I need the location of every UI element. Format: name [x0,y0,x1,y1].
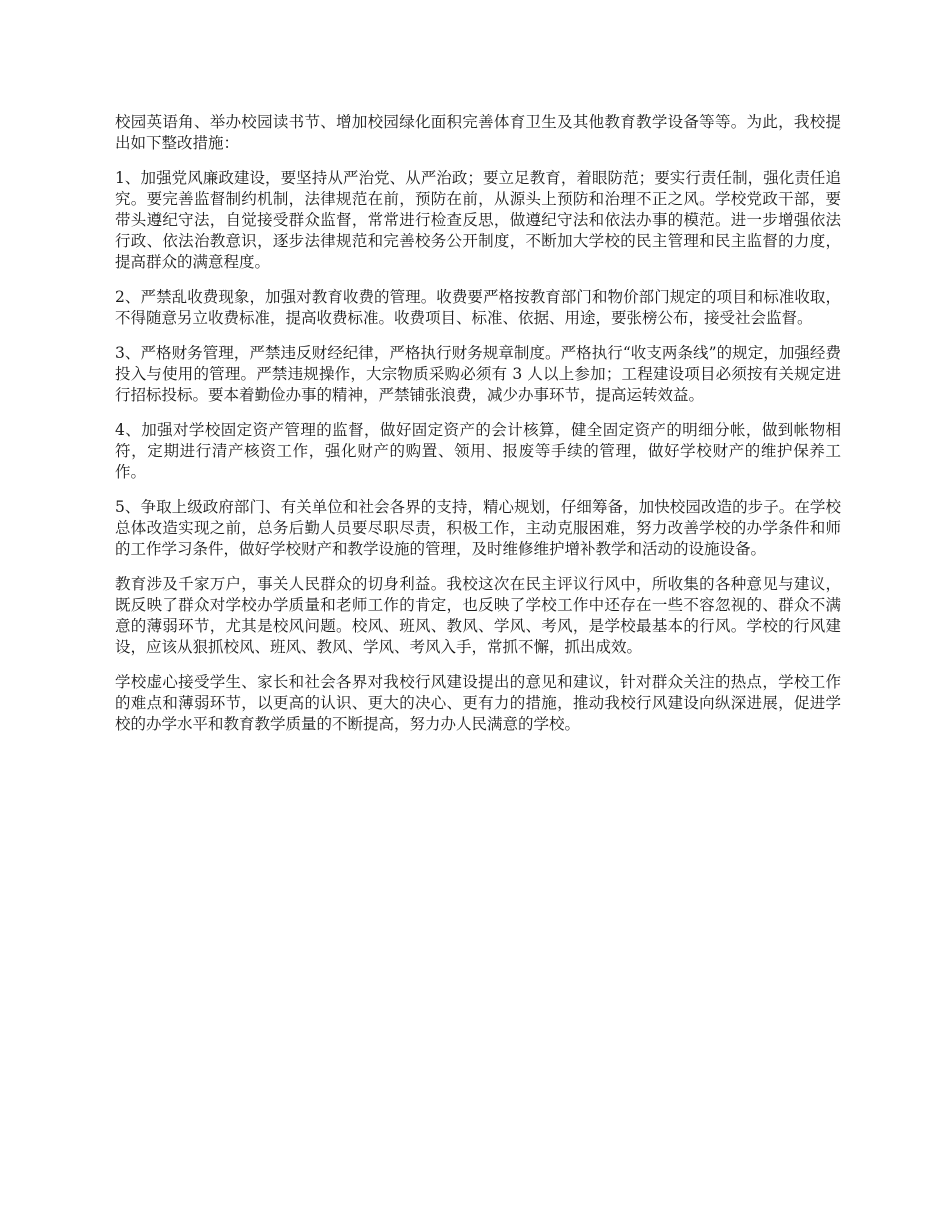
closing-paragraph: 学校虚心接受学生、家长和社会各界对我校行风建设提出的意见和建议，针对群众关注的热点，学校工作的难点和薄弱环节，以更高的认识、更大的决心、更有力的措施，推动我校行风建设向纵深进展，促进学校的办学水平和教育教学质量的不断提高，努力办人民满意的学校。 [115,673,841,733]
intro-paragraph: 校园英语角、举办校园读书节、增加校园绿化面积完善体育卫生及其他教育教学设备等等。为此，我校提出如下整改措施： [115,113,841,152]
measure-5-paragraph: 5、争取上级政府部门、有关单位和社会各界的支持，精心规划，仔细筹备，加快校园改造的步子。在学校总体改造实现之前，总务后勤人员要尽职尽责，积极工作，主动克服困难，努力改善学校的办学条件和师的工作学习条件，做好学校财产和教学设施的管理，及时维修维护增补教学和活动的设施设备。 [115,498,841,558]
measure-3-paragraph: 3、严格财务管理，严禁违反财经纪律，严格执行财务规章制度。严格执行“收支两条线”的规定，加强经费投入与使用的管理。严禁违规操作，大宗物质采购必须有 3 人以上参加；工程建设项目必须按有关规定进行招标投标。要本着勤俭办事的精神，严禁铺张浪费，减少办事环节，提高运转效益。 [115,344,841,404]
measure-1-paragraph: 1、加强党风廉政建设，要坚持从严治党、从严治政；要立足教育，着眼防范；要实行责任制，强化责任追究。要完善监督制约机制，法律规范在前，预防在前，从源头上预防和治理不正之风。学校党政干部，要带头遵纪守法，自觉接受群众监督，常常进行检查反思，做遵纪守法和依法办事的模范。进一步增强依法行政、依法治教意识，逐步法律规范和完善校务公开制度，不断加大学校的民主管理和民主监督的力度，提高群众的满意程度。 [115,169,841,271]
document-body [115,112,841,749]
measure-2-paragraph: 2、严禁乱收费现象，加强对教育收费的管理。收费要严格按教育部门和物价部门规定的项目和标准收取，不得随意另立收费标准，提高收费标准。收费项目、标准、依据、用途，要张榜公布，接受社会监督。 [115,288,841,327]
summary-paragraph: 教育涉及千家万户，事关人民群众的切身利益。我校这次在民主评议行风中，所收集的各种意见与建议，既反映了群众对学校办学质量和老师工作的肯定，也反映了学校工作中还存在一些不容忽视的、群众不满意的薄弱环节，尤其是校风问题。校风、班风、教风、学风、考风，是学校最基本的行风。学校的行风建设，应该从狠抓校风、班风、教风、学风、考风入手，常抓不懈，抓出成效。 [115,575,841,656]
measure-4-paragraph: 4、加强对学校固定资产管理的监督，做好固定资产的会计核算，健全固定资产的明细分帐，做到帐物相符，定期进行清产核资工作，强化财产的购置、领用、报废等手续的管理，做好学校财产的维护保养工作。 [115,421,841,481]
